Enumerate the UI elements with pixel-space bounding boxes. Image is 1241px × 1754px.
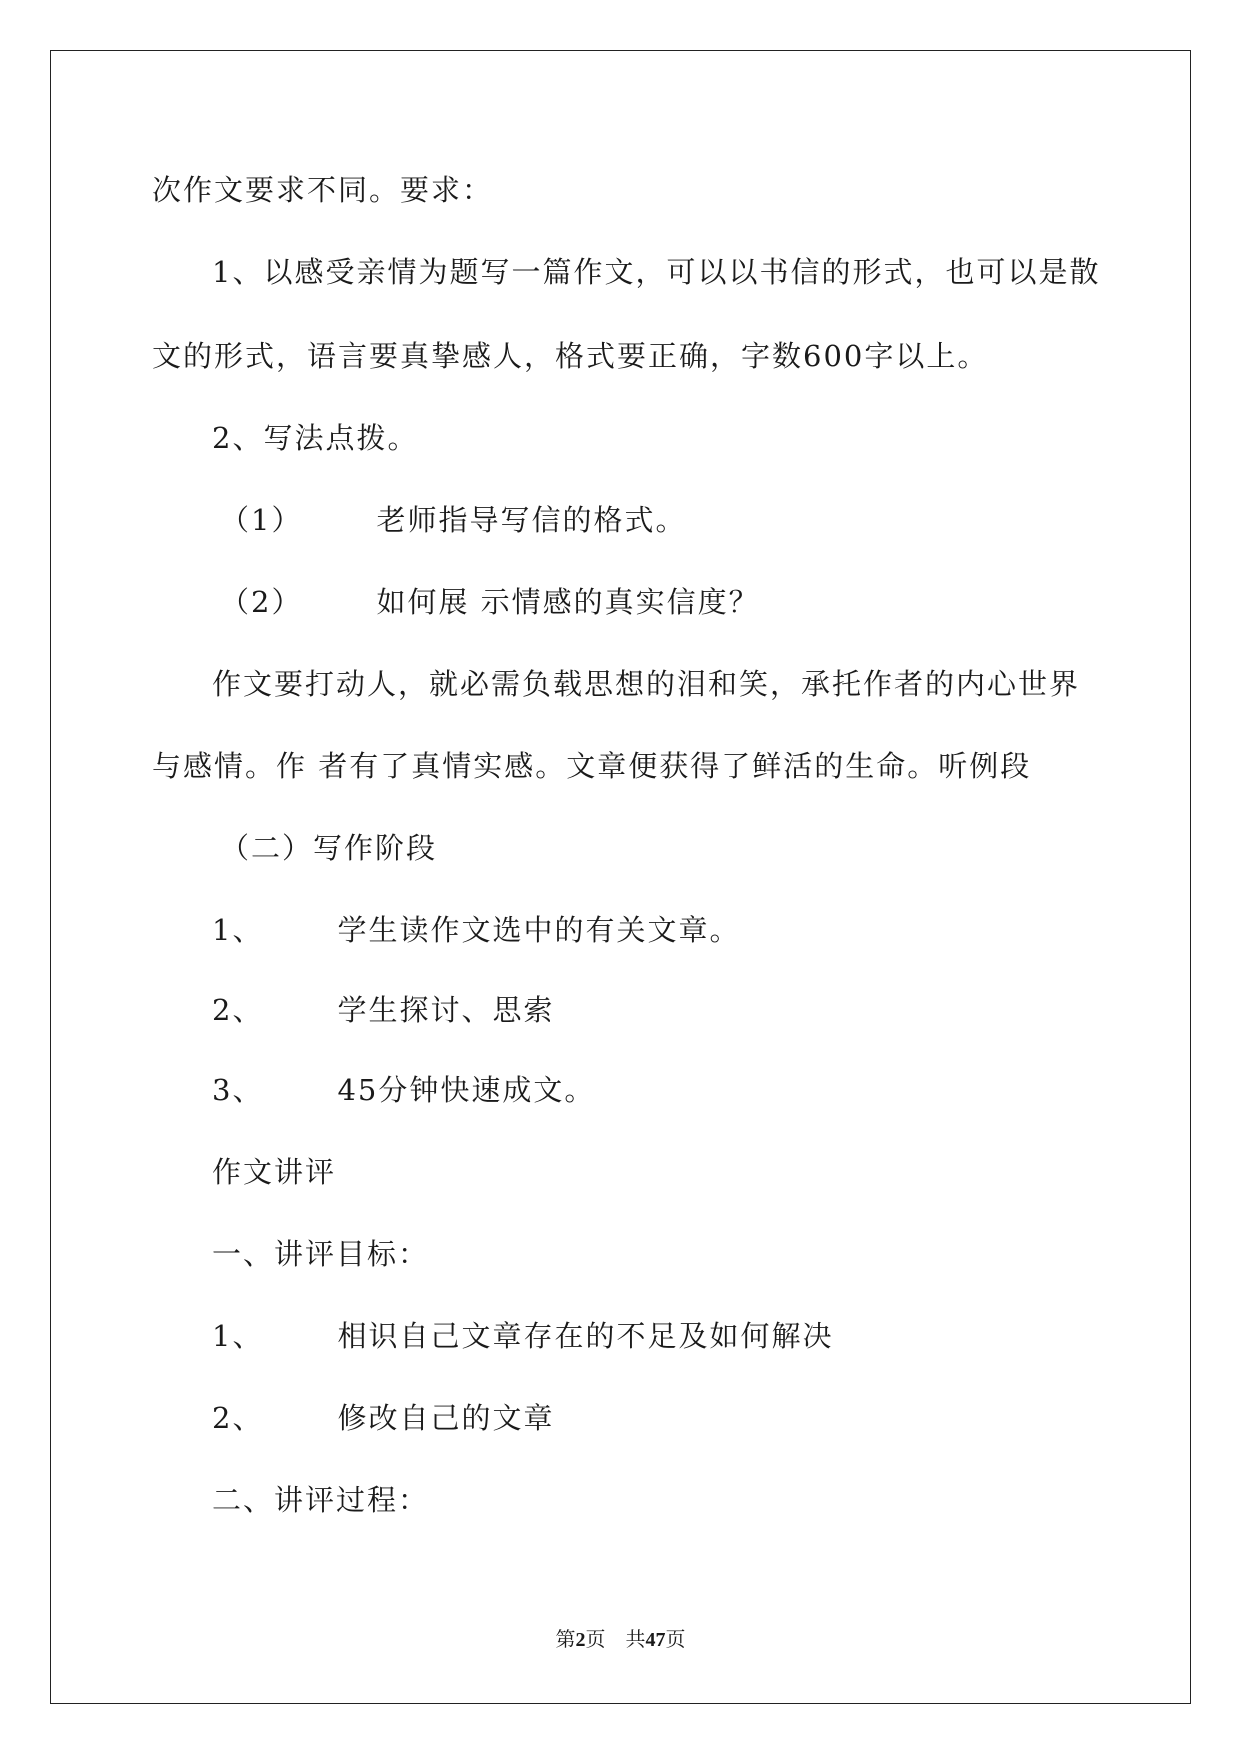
page-border [50, 50, 1191, 1704]
text-line-8: 与感情。作 者有了真情实感。文章便获得了鲜活的生命。听例段 [152, 749, 1032, 783]
list-marker: 3、 [212, 1073, 264, 1107]
section-heading-review: 作文讲评 [212, 1155, 337, 1189]
list-item-g2 [212, 1398, 554, 1438]
list-item-text: 老师指导写信的格式。 [376, 503, 687, 537]
list-item-n3 [212, 1070, 595, 1110]
list-marker: （2） [220, 585, 303, 619]
list-marker: 2、 [212, 993, 264, 1027]
current-page-number: 2 [575, 1629, 586, 1651]
list-item-text: 学生读作文选中的有关文章。 [337, 913, 741, 947]
list-item-n1 [212, 910, 740, 950]
list-item-text: 学生探讨、思索 [337, 993, 555, 1027]
list-item-text: 相识自己文章存在的不足及如何解决 [337, 1319, 834, 1353]
footer-prefix: 第 [555, 1627, 576, 1651]
footer-suffix: 页 [665, 1627, 686, 1651]
list-marker: 1、 [212, 913, 264, 947]
text-line-1: 次作文要求不同。要求： [152, 173, 494, 207]
section-heading-goals: 一、讲评目标： [212, 1237, 430, 1271]
text-line-4: 2、写法点拨。 [212, 421, 419, 455]
list-item-text: 如何展 示情感的真实信度？ [376, 585, 760, 619]
list-marker: 1、 [212, 1319, 264, 1353]
text-line-7: 作文要打动人，就必需负载思想的泪和笑，承托作者的内心世界 [212, 667, 1081, 701]
total-page-count: 47 [645, 1629, 666, 1651]
list-item-p1 [220, 500, 686, 540]
list-marker: 2、 [212, 1401, 264, 1435]
section-heading-writing: （二）写作阶段 [220, 831, 438, 865]
list-item-p2 [220, 582, 760, 622]
list-item-text: 修改自己的文章 [337, 1401, 555, 1435]
list-item-n2 [212, 990, 554, 1030]
list-item-text: 45分钟快速成文。 [337, 1073, 596, 1107]
footer-middle: 页 共 [585, 1627, 646, 1651]
section-heading-process: 二、讲评过程： [212, 1483, 430, 1517]
list-marker: （1） [220, 503, 303, 537]
list-item-g1 [212, 1316, 833, 1356]
page-footer [0, 1627, 1241, 1652]
text-line-3: 文的形式，语言要真挚感人，格式要正确，字数600字以上。 [152, 339, 989, 373]
text-line-2: 1、以感受亲情为题写一篇作文，可以以书信的形式，也可以是散 [212, 255, 1101, 289]
